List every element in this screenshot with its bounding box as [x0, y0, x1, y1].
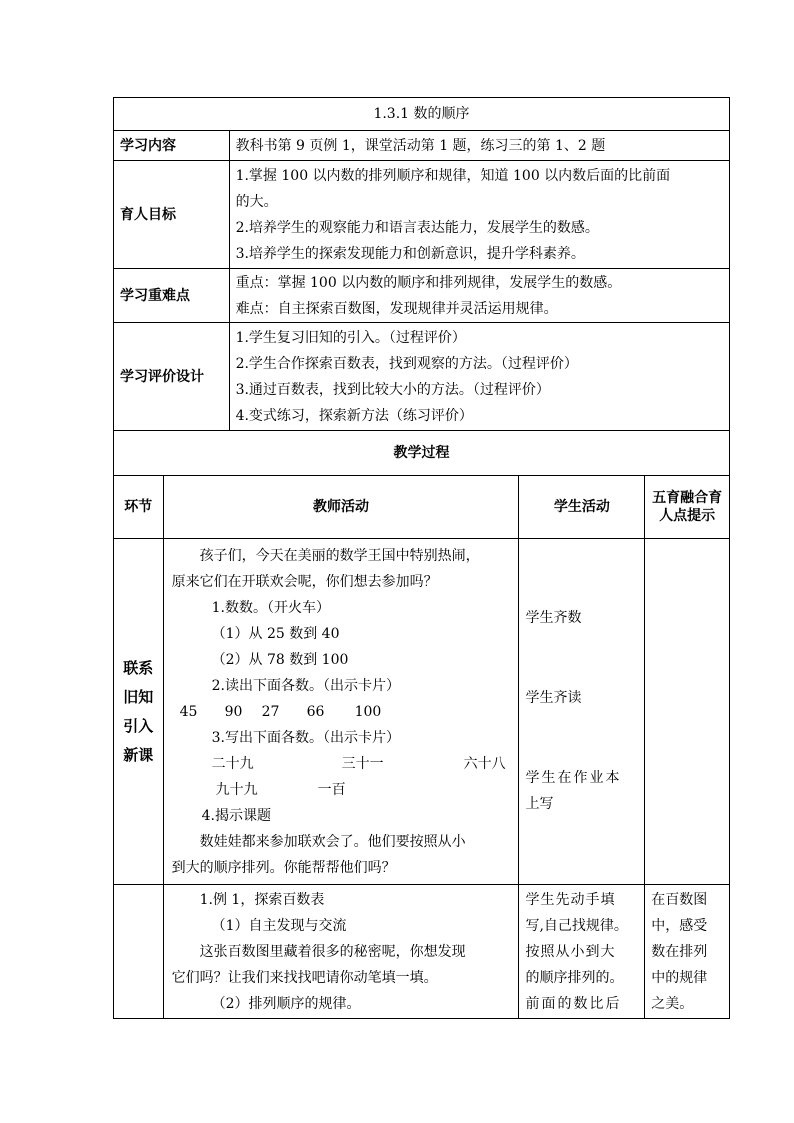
stage-text: 联系	[123, 658, 154, 677]
student-text: 学生在作业本	[525, 770, 622, 786]
word-cards-2	[172, 777, 511, 803]
header-stage: 环节	[114, 476, 164, 539]
goal-line: 1.掌握 100 以内数的排列顺序和规律，知道 100 以内数后面的比前面	[235, 167, 671, 184]
teacher-text: （2）从 78 数到 100	[211, 651, 349, 668]
word-card: 三十一	[341, 755, 384, 772]
five-edu-1	[645, 539, 730, 885]
teacher-text: 这张百数图里藏着很多的秘密呢，你想发现	[199, 944, 466, 960]
student-activity-2	[519, 885, 645, 1019]
word-card: 六十八	[463, 755, 506, 772]
header-five: 五育融合育人点提示	[645, 476, 730, 539]
number-card: 90	[224, 703, 243, 720]
student-text: 学生齐读	[525, 690, 582, 706]
eval-line: 1.学生复习旧知的引入。（过程评价）	[235, 329, 466, 346]
five-text: 之美。	[651, 996, 694, 1012]
student-text: 上写	[525, 796, 554, 812]
student-text: 的顺序排列的。	[525, 970, 624, 986]
goals-text	[229, 161, 729, 269]
teacher-text: 孩子们，今天在美丽的数学王国中特别热闹，	[199, 547, 480, 564]
eval-label: 学习评价设计	[114, 323, 230, 431]
five-text: 在百数图	[651, 892, 708, 908]
word-card: 一百	[317, 781, 346, 798]
number-card: 45	[179, 703, 198, 720]
five-text: 中，感受	[651, 918, 708, 934]
teacher-text: 到大的顺序排列。你能帮帮他们吗？	[171, 859, 396, 876]
key-line: 重点：掌握 100 以内数的顺序和排列规律，发展学生的数感。	[235, 274, 622, 291]
student-text: 学生齐数	[525, 610, 582, 626]
number-cards	[172, 699, 511, 725]
content-text: 教科书第 9 页例 1，课堂活动第 1 题，练习三的第 1、2 题	[229, 131, 729, 161]
teacher-text: （1）从 25 数到 40	[211, 625, 340, 642]
teacher-text: （2）排列顺序的规律。	[211, 996, 361, 1012]
eval-line: 3.通过百数表，找到比较大小的方法。（过程评价）	[235, 381, 550, 398]
stage-explore	[114, 885, 164, 1019]
stage-review	[114, 539, 164, 885]
student-text: 按照从小到大	[525, 944, 616, 960]
number-card: 27	[261, 703, 280, 720]
word-cards-1	[172, 751, 511, 777]
teacher-text: 原来它们在开联欢会呢，你们想去参加吗？	[171, 573, 438, 590]
teacher-text: 它们吗？让我们来找找吧请你动笔填一填。	[171, 970, 438, 986]
teacher-activity-1	[163, 539, 519, 885]
header-student: 学生活动	[519, 476, 645, 539]
header-teacher: 教师活动	[163, 476, 519, 539]
five-text: 数在排列	[651, 944, 708, 960]
teacher-text: 数娃娃都来参加联欢会了。他们要按照从小	[199, 833, 466, 850]
teacher-activity-2	[163, 885, 519, 1019]
eval-text	[229, 323, 729, 431]
eval-line: 4.变式练习，探索新方法（练习评价）	[235, 407, 473, 424]
teacher-text: 4.揭示课题	[201, 807, 271, 824]
five-text: 中的规律	[651, 970, 708, 986]
teacher-text: （1）自主发现与交流	[211, 918, 347, 934]
key-text	[229, 269, 729, 323]
number-card: 100	[354, 703, 382, 720]
key-line: 难点：自主探索百数图，发现规律并灵活运用规律。	[235, 300, 558, 317]
goals-label: 育人目标	[114, 161, 230, 269]
key-label: 学习重难点	[114, 269, 230, 323]
word-card: 二十九	[211, 755, 254, 772]
stage-text: 引入	[123, 716, 154, 735]
five-edu-2	[645, 885, 730, 1019]
number-card: 66	[306, 703, 325, 720]
eval-line: 2.学生合作探索百数表，找到观察的方法。（过程评价）	[235, 355, 578, 372]
student-text: 学生先动手填	[525, 892, 616, 908]
goal-line: 3.培养学生的探索发现能力和创新意识，提升学科素养。	[235, 245, 585, 262]
goal-line: 的大。	[235, 193, 278, 210]
student-activity-1	[519, 539, 645, 885]
lesson-title: 1.3.1 数的顺序	[114, 98, 730, 131]
teacher-text: 2.读出下面各数。（出示卡片）	[211, 677, 400, 694]
word-card: 九十九	[215, 781, 258, 798]
lesson-plan-table	[113, 97, 730, 1019]
teacher-text: 3.写出下面各数。（出示卡片）	[211, 729, 400, 746]
stage-text: 新课	[123, 745, 154, 764]
process-title: 教学过程	[114, 431, 730, 476]
student-text: 写,自己找规律。	[525, 918, 628, 934]
content-label: 学习内容	[114, 131, 230, 161]
teacher-text: 1.例 1，探索百数表	[199, 892, 325, 908]
goal-line: 2.培养学生的观察能力和语言表达能力，发展学生的数感。	[235, 219, 599, 236]
student-text: 前面的数比后	[525, 996, 622, 1012]
teacher-text: 1.数数。（开火车）	[211, 599, 330, 616]
stage-text: 旧知	[123, 687, 154, 706]
